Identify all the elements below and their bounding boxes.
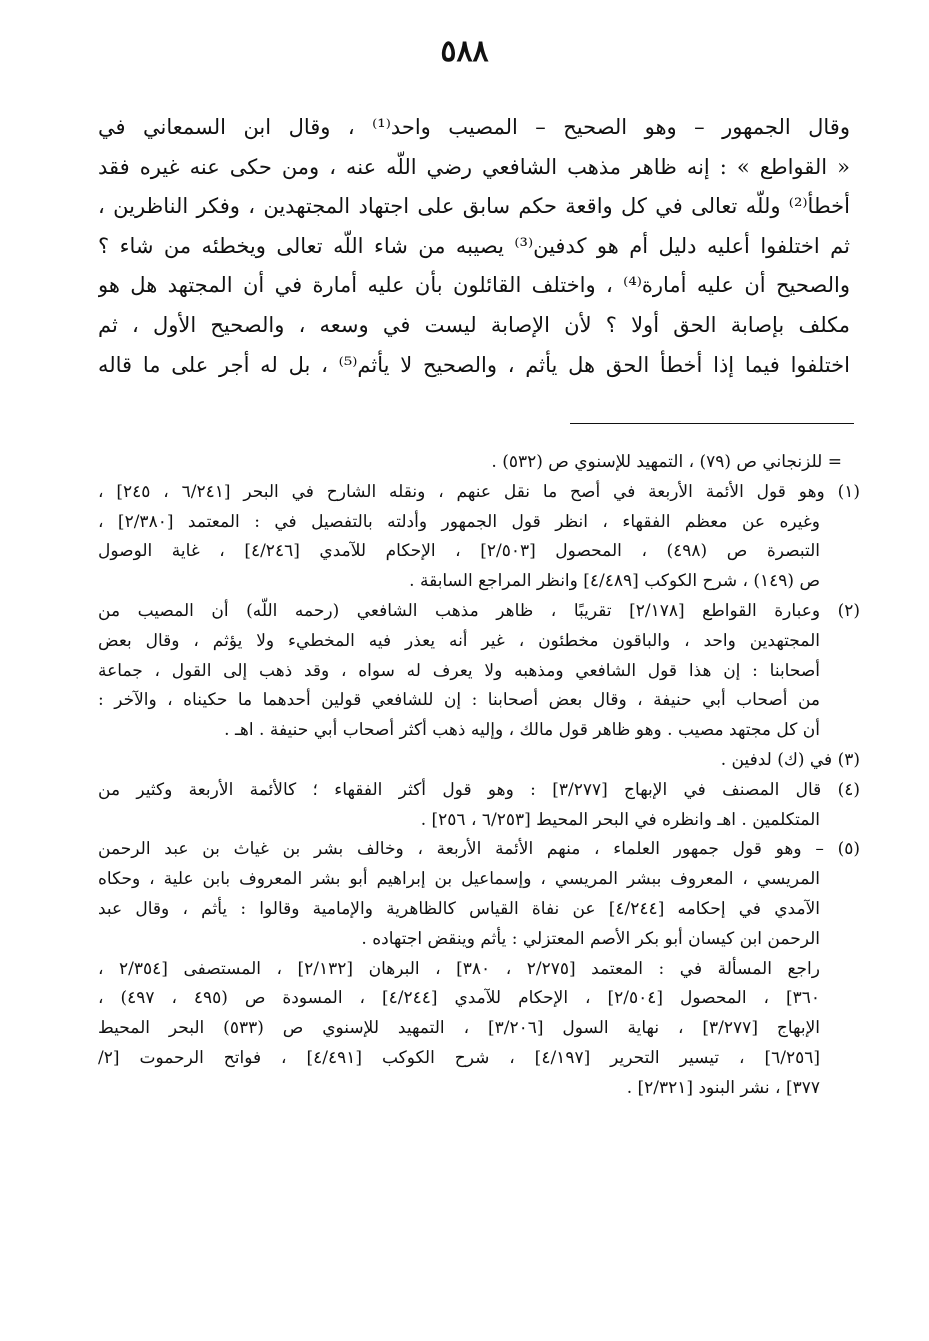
references-line: الإبهاج [٣/٢٧٧] ، نهاية السول [٣/٢٠٦] ، التمهيد للإسنوي ص (٥٣٣) البحر المحيط xyxy=(98,1018,820,1039)
footnote-1-line: ص (١٤٩) ، شرح الكوكب [٤/٤٨٩] وانظر المراجع السابقة . xyxy=(409,571,820,592)
footnote-3-line: (٣) في (ك) لدفين . xyxy=(720,749,860,770)
footnote-1-line: وغيره عن معظم الفقهاء ، انظر قول الجمهور وأدلته بالتفصيل في : المعتمد [٢/٣٨٠] ، xyxy=(98,511,820,532)
footnote-2-line: أن كل مجتهد مصيب . وهو ظاهر قول مالك ، وإليه ذهب أكثر أصحاب أبي حنيفة . اهـ . xyxy=(224,720,820,741)
footnote-1-line: (١) وهو قول الأئمة الأربعة في أصح ما نقل عنهم ، ونقله الشارح في البحر [٦/٢٤١ ، ٢٤٥] ، xyxy=(98,481,860,502)
main-text xyxy=(98,108,850,385)
main-text-line: ثم اختلفوا أعليه دليل أم هو كدفين⁽³⁾ يصيبه من شاء اللّه تعالى ويخطئه من شاء ؟ xyxy=(98,233,850,258)
footnote-4-line: المتكلمين . اهـ وانظره في البحر المحيط [٦/٢٥٣ ، ٢٥٦] . xyxy=(420,809,820,830)
footnote-2-line: أصحابنا : إن هذا قول الشافعي ومذهبه ولا يعرف له سواه ، وقد ذهب إلى القول ، جماعة xyxy=(98,660,820,681)
main-text-line: اختلفوا فيما إذا أخطأ الحق هل يأثم ، والصحيح لا يأثم⁽⁵⁾ ، بل له أجر على ما قاله xyxy=(98,352,850,377)
main-text-line: والصحيح أن عليه أمارة⁽⁴⁾ ، واختلف القائلون بأن عليه أمارة في أن المجتهد هل هو xyxy=(98,273,850,298)
footnote-continuation: = للزنجاني ص (٧٩) ، التمهيد للإسنوي ص (٥٣٢) . xyxy=(491,452,842,472)
references-line: راجع المسألة في : المعتمد [٢/٢٧٥ ، ٣٨٠] ، البرهان [٢/١٣٢] ، المستصفى [٢/٣٥٤ ، xyxy=(98,958,820,979)
footnote-5-line: المريسي ، المعروف ببشر المريسي ، وإسماعيل بن إبراهيم أبو بشر المعروف بابن علية ، وحكاه xyxy=(98,869,821,890)
references-line: ٣٧٧] ، نشر البنود [٢/٣٢١] . xyxy=(626,1077,820,1098)
footnote-2-line: المجتهدين واحد ، والباقون مخطئون ، غير أنه يعذر فيه المخطيء ولا يؤثم ، وقال بعض xyxy=(98,630,820,651)
page-number: ٥٨٨ xyxy=(440,34,489,69)
footnote-5-line: الرحمن ابن كيسان أبو بكر الأصم المعتزلي : يأثم وينقض اجتهاده . xyxy=(361,928,820,949)
footnote-2-line: من أصحاب أبي حنيفة ، وقال بعض أصحابنا : إن للشافعي قولين أحدهما ما حكيناه ، والآخر : xyxy=(98,690,820,711)
footnotes xyxy=(98,448,860,1104)
main-text-line: « القواطع » : إنه ظاهر مذهب الشافعي رضي اللّه عنه ، ومن حكى عنه غيره فقد xyxy=(98,154,850,179)
references-line: ٣٦٠] ، المحصول [٢/٥٠٤] ، الإحكام للآمدي [٤/٢٤٤] ، المسودة ص (٤٩٥ ، ٤٩٧) ، xyxy=(98,988,821,1009)
footnote-1-line: التبصرة ص (٤٩٨) ، المحصول [٢/٥٠٣] ، الإحكام للآمدي [٤/٢٤٦] ، غاية الوصول xyxy=(98,541,821,562)
main-text-line: مكلف بإصابة الحق أولا ؟ لأن الإصابة ليست في وسعه ، والصحيح الأول ، ثم xyxy=(98,312,850,337)
footnote-separator xyxy=(570,423,854,424)
footnote-4-line: (٤) قال المصنف في الإبهاج [٣/٢٧٧] : وهو قول أكثر الفقهاء ؛ كالأئمة الأربعة وكثير من xyxy=(98,779,860,800)
footnote-5-line: الآمدي في إحكامه [٤/٢٤٤] عن نفاة القياس كالظاهرية والإمامية وقالوا : يأثم ، وقال عبد xyxy=(98,898,821,919)
footnote-2-line: (٢) وعبارة القواطع [٢/١٧٨] تقريبًا ، ظاهر مذهب الشافعي (رحمه اللّه) أن المصيب من xyxy=(98,600,860,621)
footnote-5-line: (٥) – وهو قول جمهور العلماء ، منهم الأئمة الأربعة ، وخالف بشر بن غياث بن عبد الرحمن xyxy=(98,839,860,860)
main-text-line: وقال الجمهور – وهو الصحيح – المصيب واحد⁽¹⁾ ، وقال ابن السمعاني في xyxy=(98,115,850,139)
main-text-line: أخطأ⁽²⁾ وللّه تعالى في كل واقعة حكم سابق على اجتهاد المجتهدين ، وفكر الناظرين ، xyxy=(98,194,850,219)
references-line: [٦/٢٥٦] ، تيسير التحرير [٤/١٩٧] ، شرح الكوكب [٤/٤٩١] ، فواتح الرحموت [٢/ xyxy=(98,1047,821,1068)
